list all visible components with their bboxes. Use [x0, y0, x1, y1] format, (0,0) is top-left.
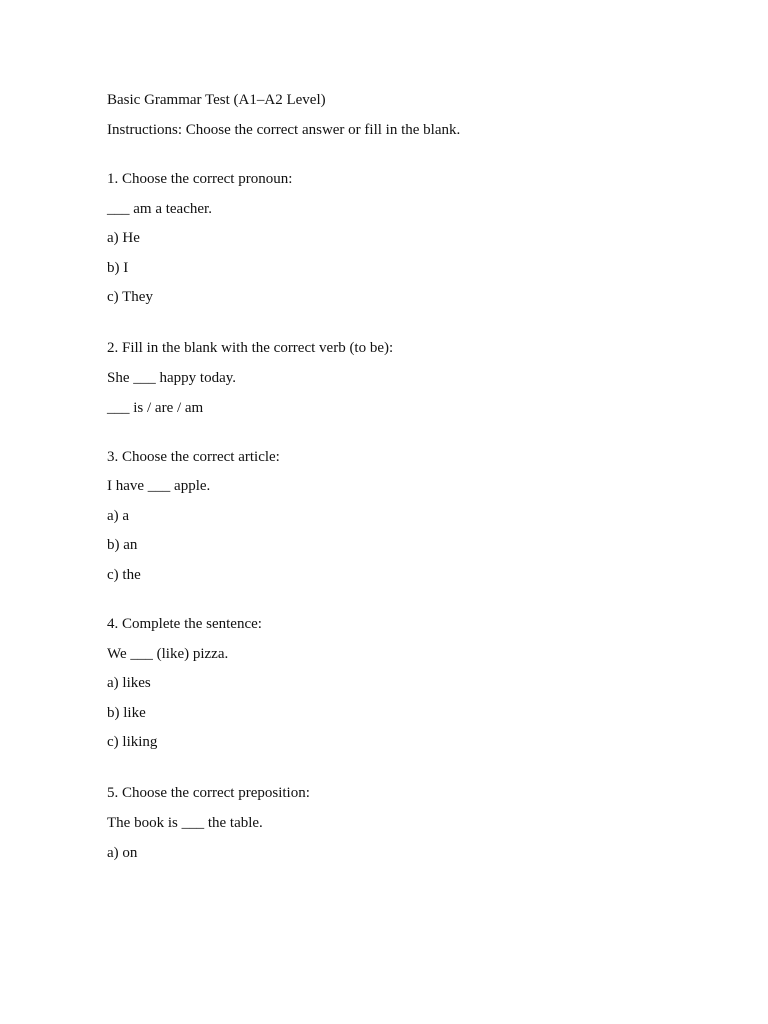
- question-prompt: 2. Fill in the blank with the correct verb (to be):: [107, 340, 394, 357]
- answer-option[interactable]: c) They: [107, 289, 153, 306]
- question-prompt: 4. Complete the sentence:: [107, 615, 262, 632]
- answer-option[interactable]: b) like: [107, 704, 146, 721]
- question-sentence: The book is ___ the table.: [107, 814, 263, 831]
- question-prompt: 1. Choose the correct pronoun:: [107, 171, 293, 187]
- answer-option[interactable]: a) likes: [107, 675, 151, 692]
- document-header: [107, 90, 707, 140]
- question-sentence: She ___ happy today.: [107, 369, 237, 386]
- question-prompt: 3. Choose the correct article:: [107, 448, 280, 465]
- question-2: [107, 338, 707, 417]
- question-sentence: ___ am a teacher.: [107, 200, 212, 217]
- document-title: Basic Grammar Test (A1–A2 Level): [107, 92, 326, 108]
- question-1: [107, 169, 707, 307]
- question-prompt: 5. Choose the correct preposition:: [107, 785, 310, 802]
- question-5: [107, 783, 707, 862]
- answer-option[interactable]: c) liking: [107, 734, 158, 751]
- answer-choices[interactable]: ___ is / are / am: [107, 399, 204, 416]
- question-sentence: I have ___ apple.: [107, 478, 211, 495]
- answer-option[interactable]: a) He: [107, 230, 140, 247]
- question-3: [107, 447, 707, 585]
- instructions-text: Instructions: Choose the correct answer or fill in the blank.: [107, 122, 461, 138]
- question-4: [107, 614, 707, 752]
- answer-option[interactable]: a) on: [107, 844, 138, 861]
- answer-option[interactable]: c) the: [107, 566, 141, 583]
- answer-option[interactable]: b) I: [107, 259, 129, 276]
- answer-option[interactable]: a) a: [107, 507, 130, 524]
- document-content: [107, 90, 707, 863]
- answer-option[interactable]: b) an: [107, 537, 138, 554]
- question-sentence: We ___ (like) pizza.: [107, 645, 229, 662]
